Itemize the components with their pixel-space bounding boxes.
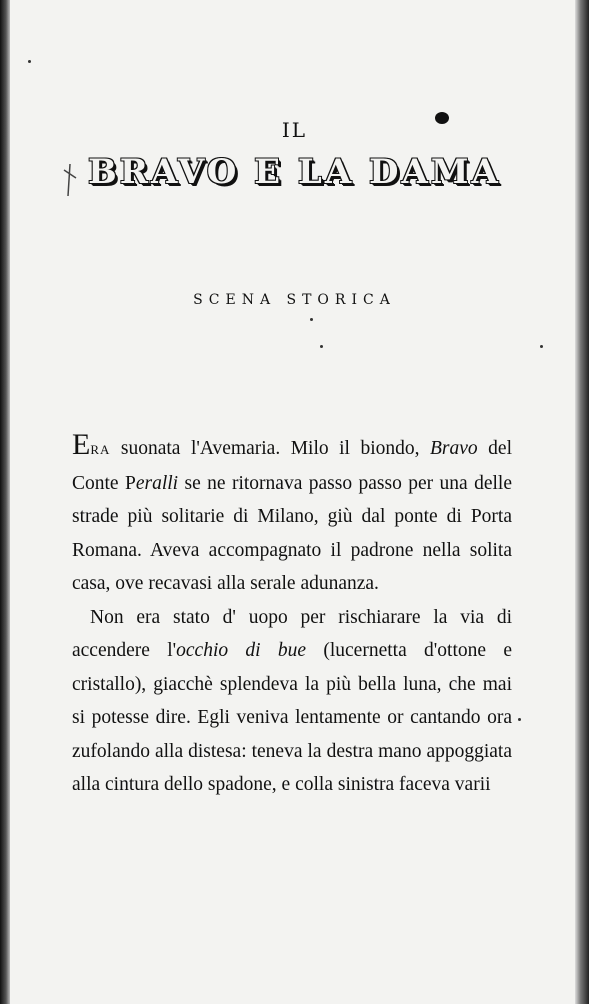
text-segment: del Conte P (72, 438, 512, 494)
page-left-edge (0, 0, 10, 1004)
paragraph-2 (72, 601, 512, 802)
small-caps: RA (90, 442, 111, 457)
text-segment: se ne ritornava passo passo per una delle strade più solitarie di Milano, giù dal ponte di Porta Romana. Aveva accompagnato il padrone nella solita casa, ove recavasi alla serale adunanza. (72, 472, 512, 594)
pre-title: IL (281, 118, 308, 142)
page-title: BRAVO E LA DAMA (88, 152, 501, 192)
body-text (72, 428, 512, 802)
text-segment: suonata l'Avemaria. Milo il biondo, (110, 438, 431, 459)
paragraph-1 (72, 428, 512, 601)
italic-segment: occhio di bue (176, 640, 307, 661)
drop-cap: E (72, 428, 91, 461)
subtitle: SCENA STORICA (193, 292, 396, 308)
handwritten-name: eralli (135, 472, 179, 494)
italic-segment: Bravo (430, 438, 478, 459)
text-segment: (lucernetta d'ottone e cristallo), giacchè splendeva la più bella luna, che mai si potesse dire. Egli veniva lentamente or cantando ora zufolando alla distesa: teneva la destra mano appoggiata alla cintura dello spadone, e colla sinistra faceva varii (72, 640, 512, 795)
text-segment: Non era stato d' uopo per rischiarare la via di accendere l' (72, 606, 512, 661)
page-right-edge (575, 0, 589, 1004)
